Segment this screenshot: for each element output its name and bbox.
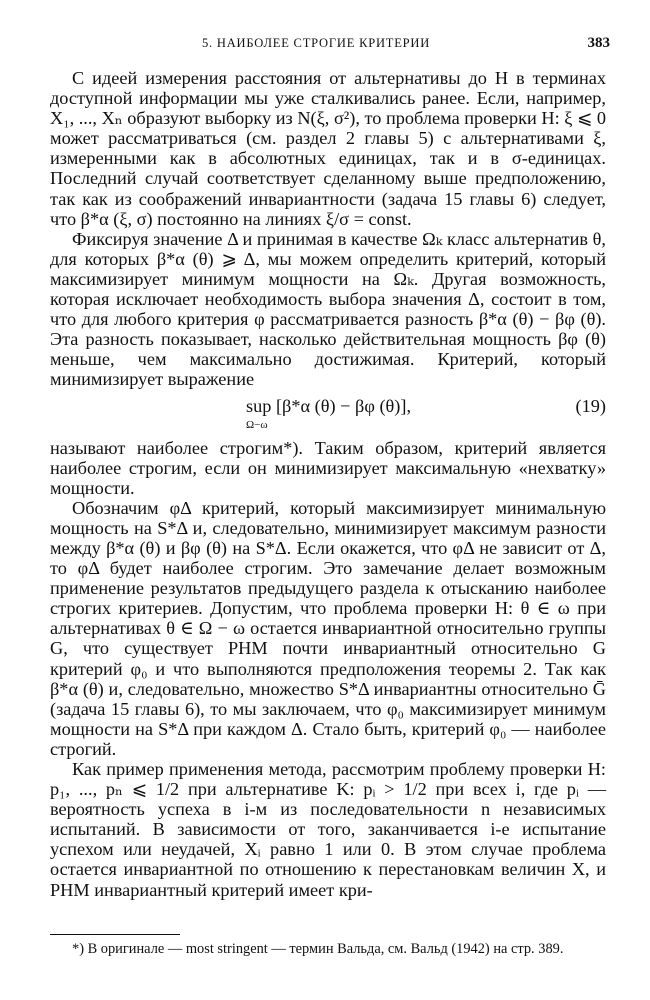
paragraph-most-stringent-def: называют наиболее строгим*). Таким образом, критерий является наиболее строгим, если он минимизирует максимальную «нехватку» мощности. [50,437,606,498]
page-header [52,36,610,56]
formula-number: (19) [575,395,606,416]
paragraph-example: Как пример применения метода, рассмотрим проблему проверки H: p₁, ..., pₙ ⩽ 1/2 при альтернативе K: pᵢ > 1/2 при всех i, где pᵢ — вероятность успеха в i-м из последовательности n независимых испытаний. В зависимости от того, заканчивается i-е испытание успехом или неудачей, Xᵢ равно 1 или 0. В этом случае проблема остается инвариантной по отношению к перестановкам величин X, и РНМ инвариантный критерий имеет кри- [50,759,606,900]
running-title: 5. НАИБОЛЕЕ СТРОГИЕ КРИТЕРИИ [202,36,431,50]
footnote [50,940,606,958]
footnote-text: *) В оригинале — most stringent — термин Вальда, см. Вальд (1942) на стр. 389. [72,941,564,957]
formula-19 [50,390,606,438]
page-body [50,68,606,900]
footnote-rule [50,934,180,935]
formula-subscript: Ω−ω [246,418,268,431]
paragraph-phi-delta: Обозначим φΔ критерий, который максимизирует минимальную мощность на S*Δ и, следовательно, минимизирует максимум разности между β*α (θ) и βφ (θ) на S*Δ. Если окажется, что φΔ не зависит от Δ, то φΔ будет наиболее строгим. Это замечание делает возможным применение результатов предыдущего раздела к отысканию наиболее строгих критериев. Допустим, что проблема проверки H: θ ∈ ω при альтернативах θ ∈ Ω − ω остается инвариантной относительно группы G, что существует РНМ почти инвариантный относительно G критерий φ₀ и что выполняются предположения теоремы 2. Так как β*α (θ) и, следовательно, множество S*Δ инвариантны относительно Ḡ (задача 15 главы 6), то мы заключаем, что φ₀ максимизирует минимум мощности на S*Δ при каждом Δ. Стало быть, критерий φ₀ — наиболее строгий. [50,497,606,759]
paragraph-distance-idea: С идеей измерения расстояния от альтернативы до H в терминах доступной информации мы уже сталкивались ранее. Если, например, X₁, ..., Xₙ образуют выборку из N(ξ, σ²), то проблема проверки H: ξ ⩽ 0 может рассматриваться (см. раздел 2 главы 5) с альтернативами ξ, измеренными как в абсолютных единицах, так и в σ-единицах. Последний случай соответствует сделанному выше предположению, так как из соображений инвариантности (задача 15 главы 6) следует, что β*α (ξ, σ) постоянно на линиях ξ/σ = const. [50,68,606,229]
paragraph-fixing-delta: Фиксируя значение Δ и принимая в качестве Ωₖ класс альтернатив θ, для которых β*α (θ) ⩾ Δ, мы можем определить критерий, который максимизирует минимум мощности на Ωₖ. Другая возможность, которая исключает необходимость выбора значения Δ, состоит в том, что для любого критерия φ рассматривается разность β*α (θ) − βφ (θ). Эта разность показывает, насколько действительная мощность βφ (θ) меньше, чем максимально достижимая. Критерий, который минимизирует выражение [50,228,606,390]
page-number: 383 [587,35,610,51]
formula-expression: sup [β*α (θ) − βφ (θ)], [246,395,412,416]
